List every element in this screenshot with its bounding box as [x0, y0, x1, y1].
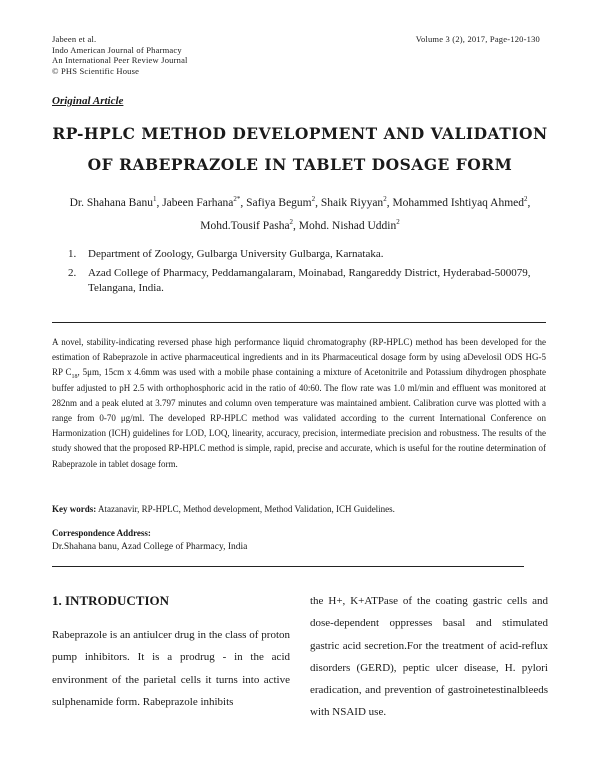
affiliation-text: Department of Zoology, Gulbarga University Gulbarga, Karnataka.	[88, 248, 384, 260]
left-column-text: Rabeprazole is an antiulcer drug in the class of proton pump inhibitors. It is a prodrug - in the acid environment of the parietal cells it turns into active sulphenamide form. Rabeprazole inhibits	[52, 629, 290, 708]
running-header-right: Volume 3 (2), 2017, Page-120-130	[415, 34, 540, 44]
right-column-text: the H+, K+ATPase of the coating gastric cells and dose-dependent oppresses basal and stimulated gastric acid secretion.For the treatment of acid-reflux disorders (GERD), peptic ulcer disease, H. pylori eradication, and prevention of gastroinetestinalbleeds with NSAID use.	[310, 595, 548, 719]
author-affiliation-mark: 2*	[233, 195, 241, 204]
author-affiliation-mark: 2	[383, 195, 387, 204]
title-line-1: RP-HPLC METHOD DEVELOPMENT AND VALIDATION	[52, 124, 548, 143]
author-name: Mohd.Tousif Pasha	[200, 220, 290, 232]
author-name: Shaik Riyyan	[320, 197, 384, 209]
affiliation-text: Azad College of Pharmacy, Peddamangalaram, Moinabad, Rangareddy District, Hyderabad-500079, Telangana, India.	[88, 267, 531, 294]
affiliation-item	[68, 266, 538, 296]
author-name: Dr. Shahana Banu	[69, 197, 153, 209]
abstract	[52, 335, 546, 472]
header-line: © PHS Scientific House	[52, 65, 140, 76]
author-list: Dr. Shahana Banu$^1$, Jabeen Farhana$^{2*}$, Safiya Begum$^2$, Shaik Riyyan$^2$, Mohammed Ishtiyaq Ahmed$^2$, Mohd.Tousif Pasha$^2$, Mohd. Nishad Uddin$^2$	[69, 195, 531, 232]
author-affiliation-mark: 2	[396, 218, 400, 227]
abstract-text: A novel, stability-indicating reversed phase high performance liquid chromatography (RP-HPLC) method has been developed for the estimation of Rabeprazole in active pharmaceutical ingredients and in its Pharmaceutical dosage form by using aDevelosil ODS HG-5 RP C	[52, 337, 546, 378]
author-affiliation-mark: 1	[152, 195, 157, 204]
abstract-subscript: 18	[71, 374, 78, 381]
divider	[52, 566, 524, 567]
correspondence-label: Correspondence Address:	[52, 528, 151, 538]
author-name: Jabeen Farhana	[162, 197, 234, 209]
author-name: Mohd. Nishad Uddin	[298, 220, 397, 232]
affiliation-number: 1.	[68, 248, 77, 260]
article-type: Original Article	[52, 95, 124, 107]
author-affiliation-mark: 2	[524, 195, 528, 204]
correspondence-text: Dr.Shahana banu, Azad College of Pharmacy, India	[52, 542, 248, 552]
running-header-left	[52, 34, 188, 76]
affiliation-number: 2.	[68, 267, 77, 279]
author-affiliation-mark: 2	[289, 218, 294, 227]
header-line: An International Peer Review Journal	[52, 55, 188, 65]
header-line: Jabeen et al.	[52, 34, 97, 44]
header-line: Indo American Journal of Pharmacy	[52, 44, 182, 55]
keywords-label: Key words:	[52, 504, 97, 514]
keywords-text: Atazanavir, RP-HPLC, Method development, Method Validation, ICH Guidelines.	[96, 504, 395, 514]
divider	[52, 322, 546, 323]
author-name: Safiya Begum	[246, 197, 312, 209]
abstract-text: , 5μm, 15cm x 4.6mm was used with a mobile phase containing a mixture of Acetonitrile and Potassium dihydrogen phosphate buffer adjusted to pH 2.5 with orthophosphoric acid in the ratio of 40:60. The flow rate was 1.0 ml/min and effluent was monitored at 282nm and a peak eluted at 3.797 minutes and column oven temperature was maintained ambient. Calibration curve was plotted with a range from 0-70 μg/ml. The developed RP-HPLC method was validated according to the current International Conference on Harmonization (ICH) guidelines for LOD, LOQ, linearity, accuracy, precision, intermediate precision and robustness. The results of the study showed that the proposed RP-HPLC method is simple, rapid, precise and accurate, which is useful for the routine determination of Rabeprazole in tablet dosage form.	[52, 367, 546, 469]
keywords	[52, 503, 546, 516]
section-heading: 1. INTRODUCTION	[52, 593, 170, 608]
author-name: Mohammed Ishtiyaq Ahmed	[392, 197, 525, 209]
author-affiliation-mark: 2	[311, 195, 316, 204]
title-line-2: OF RABEPRAZOLE IN TABLET DOSAGE FORM	[87, 155, 513, 174]
affiliation-item	[68, 247, 538, 262]
